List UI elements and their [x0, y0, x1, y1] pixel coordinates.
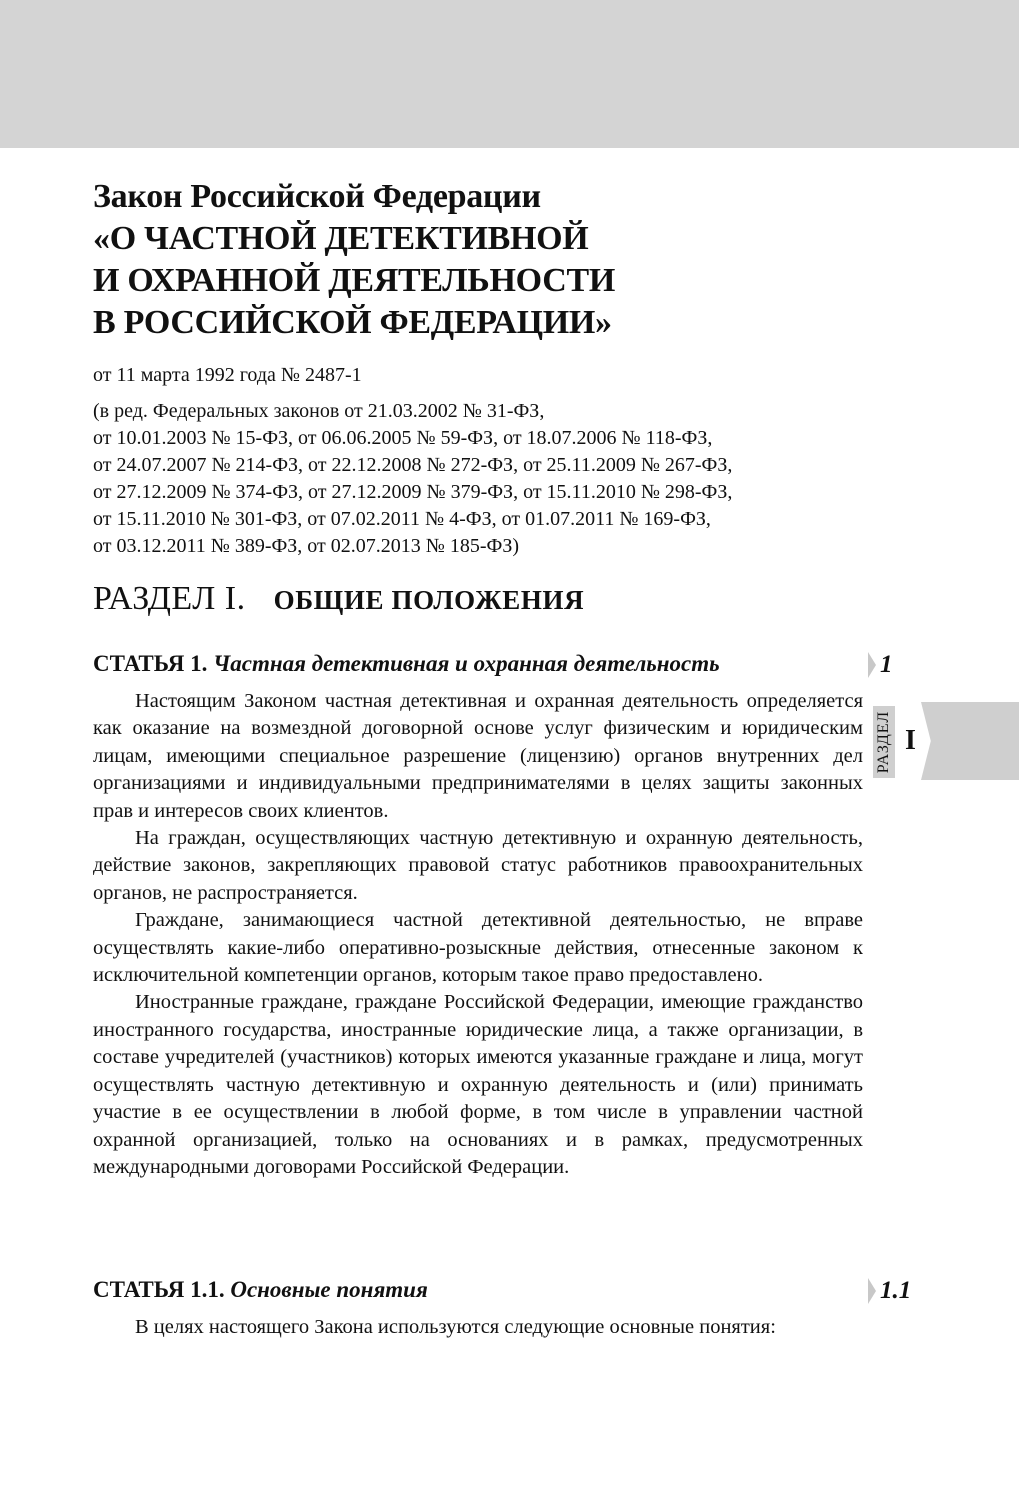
section-number: РАЗДЕЛ I. [93, 580, 246, 617]
redaction-line: от 27.12.2009 № 374-ФЗ, от 27.12.2009 № 379-ФЗ, от 15.11.2010 № 298-ФЗ, [93, 481, 733, 503]
redaction-line: от 15.11.2010 № 301-ФЗ, от 07.02.2011 № 4-ФЗ, от 01.07.2011 № 169-ФЗ, [93, 508, 711, 530]
law-title [93, 176, 793, 344]
law-title-line: В РОССИЙСКОЙ ФЕДЕРАЦИИ» [93, 304, 612, 341]
redaction-line: от 24.07.2007 № 214-ФЗ, от 22.12.2008 № 272-ФЗ, от 25.11.2009 № 267-ФЗ, [93, 454, 733, 476]
law-date: от 11 марта 1992 года № 2487-1 [93, 364, 362, 386]
article-label: СТАТЬЯ 1.1. [93, 1277, 225, 1302]
article-1-1-marker [868, 1274, 911, 1308]
side-tab-label-text: РАЗДЕЛ [875, 710, 892, 774]
article-1-heading [93, 649, 720, 679]
law-title-line: Закон Российской Федерации [93, 178, 541, 215]
article-marker-number: 1 [880, 651, 893, 678]
section-heading [93, 580, 584, 618]
paragraph: Иностранные граждане, граждане Российской Федерации, имеющие гражданство иностранного государства, иностранные юридические лица, а также организации, в составе учредителей (участников) которых имеются указанные граждане и лица, могут осуществлять частную детективную и охранную деятельность и (или) принимать участие в ее осуществлении в любой форме, в том числе в управлении частной охранной организацией, только на основаниях и в рамках, предусмотренных международными договорами Российской Федерации. [93, 991, 863, 1178]
redaction-line: от 03.12.2011 № 389-ФЗ, от 02.07.2013 № 185-ФЗ) [93, 535, 519, 557]
page-header-band [0, 0, 1019, 148]
paragraph: На граждан, осуществляющих частную детективную и охранную деятельность, действие законов, закрепляющих правовой статус работников правоохранительных органов, не распространяется. [93, 827, 863, 904]
chevron-right-icon [868, 652, 876, 678]
chevron-right-icon [868, 1278, 876, 1304]
section-title: ОБЩИЕ ПОЛОЖЕНИЯ [273, 585, 585, 615]
article-1-body [93, 688, 863, 1181]
article-1-1-heading [93, 1275, 428, 1305]
article-1-1-body [93, 1314, 863, 1341]
side-tab-label [873, 706, 895, 778]
side-tab-numeral: I [905, 725, 916, 756]
redaction-line: (в ред. Федеральных законов от 21.03.2002 № 31-ФЗ, [93, 400, 545, 422]
section-side-tab [873, 702, 1019, 780]
article-marker-number: 1.1 [880, 1277, 912, 1304]
paragraph: В целях настоящего Закона используются следующие основные понятия: [135, 1316, 776, 1338]
article-label: СТАТЬЯ 1. [93, 651, 208, 676]
paragraph: Граждане, занимающиеся частной детективной деятельностью, не вправе осуществлять какие-либо оперативно-розыскные действия, отнесенные законом к исключительной компетенции органов, которым такое право предоставлено. [93, 909, 863, 987]
article-name: Основные понятия [230, 1277, 428, 1302]
law-redactions [93, 398, 873, 560]
article-name: Частная детективная и охранная деятельность [213, 651, 720, 676]
redaction-line: от 10.01.2003 № 15-ФЗ, от 06.06.2005 № 59-ФЗ, от 18.07.2006 № 118-ФЗ, [93, 427, 713, 449]
paragraph: Настоящим Законом частная детективная и охранная деятельность определяется как оказание на возмездной договорной основе услуг физическим и юридическим лицам, имеющими специальное разрешение (лицензию) органов внутренних дел организациями и индивидуальными предпринимателями в целях защиты законных прав и интересов своих клиентов. [93, 690, 863, 822]
article-1-marker [868, 648, 893, 682]
law-title-line: И ОХРАННОЙ ДЕЯТЕЛЬНОСТИ [93, 262, 615, 299]
law-title-line: «О ЧАСТНОЙ ДЕТЕКТИВНОЙ [93, 220, 589, 257]
side-tab-shape [921, 702, 1019, 780]
